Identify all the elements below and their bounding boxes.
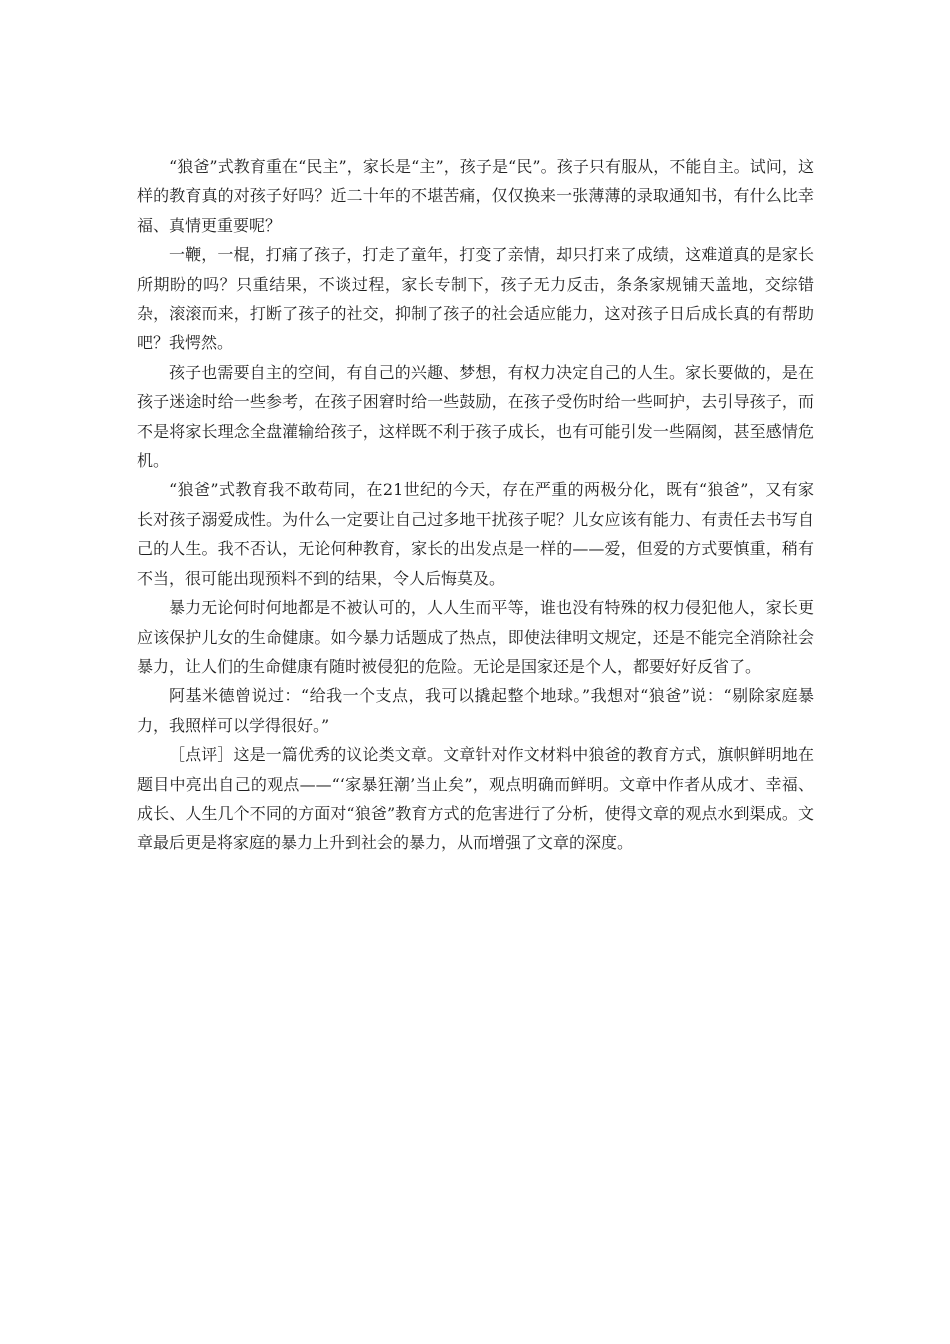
commentary-paragraph: ［点评］这是一篇优秀的议论类文章。文章针对作文材料中狼爸的教育方式，旗帜鲜明地在题目中亮出自己的观点——“‘家暴狂潮’当止矣”，观点明确而鲜明。文章中作者从成才、幸福、成长、人生几个不同的方面对“狼爸”教育方式的危害进行了分析，使得文章的观点水到渠成。文章最后更是将家庭的暴力上升到社会的暴力，从而增强了文章的深度。 [137,745,814,853]
paragraph-4: “狼爸”式教育我不敢苟同，在21世纪的今天，存在严重的两极分化，既有“狼爸”，又有家长对孩子溺爱成性。为什么一定要让自己过多地干扰孩子呢？儿女应该有能力、有责任去书写自己的人生。我不否认，无论何种教育，家长的出发点是一样的——爱，但爱的方式要慎重，稍有不当，很可能出现预料不到的结果，令人后悔莫及。 [137,480,814,588]
paragraph-1: “狼爸”式教育重在“民主”，家长是“主”，孩子是“民”。孩子只有服从，不能自主。试问，这样的教育真的对孩子好吗？近二十年的不堪苦痛，仅仅换来一张薄薄的录取通知书，有什么比幸福、真情更重要呢？ [137,157,814,235]
document-body [137,152,814,858]
paragraph-3: 孩子也需要自主的空间，有自己的兴趣、梦想，有权力决定自己的人生。家长要做的，是在孩子迷途时给一些参考，在孩子困窘时给一些鼓励，在孩子受伤时给一些呵护，去引导孩子，而不是将家长理念全盘灌输给孩子，这样既不利于孩子成长，也有可能引发一些隔阂，甚至感情危机。 [137,362,814,471]
paragraph-5: 暴力无论何时何地都是不被认可的，人人生而平等，谁也没有特殊的权力侵犯他人，家长更应该保护儿女的生命健康。如今暴力话题成了热点，即使法律明文规定，还是不能完全消除社会暴力，让人们的生命健康有随时被侵犯的危险。无论是国家还是个人，都要好好反省了。 [137,598,814,676]
paragraph-2: 一鞭，一棍，打痛了孩子，打走了童年，打变了亲情，却只打来了成绩，这难道真的是家长所期盼的吗？只重结果，不谈过程，家长专制下，孩子无力反击，条条家规铺天盖地，交综错杂，滚滚而来，打断了孩子的社交，抑制了孩子的社会适应能力，这对孩子日后成长真的有帮助吧？我愕然。 [137,245,814,353]
paragraph-6: 阿基米德曾说过：“给我一个支点，我可以撬起整个地球。”我想对“狼爸”说：“剔除家庭暴力，我照样可以学得很好。” [137,686,814,735]
